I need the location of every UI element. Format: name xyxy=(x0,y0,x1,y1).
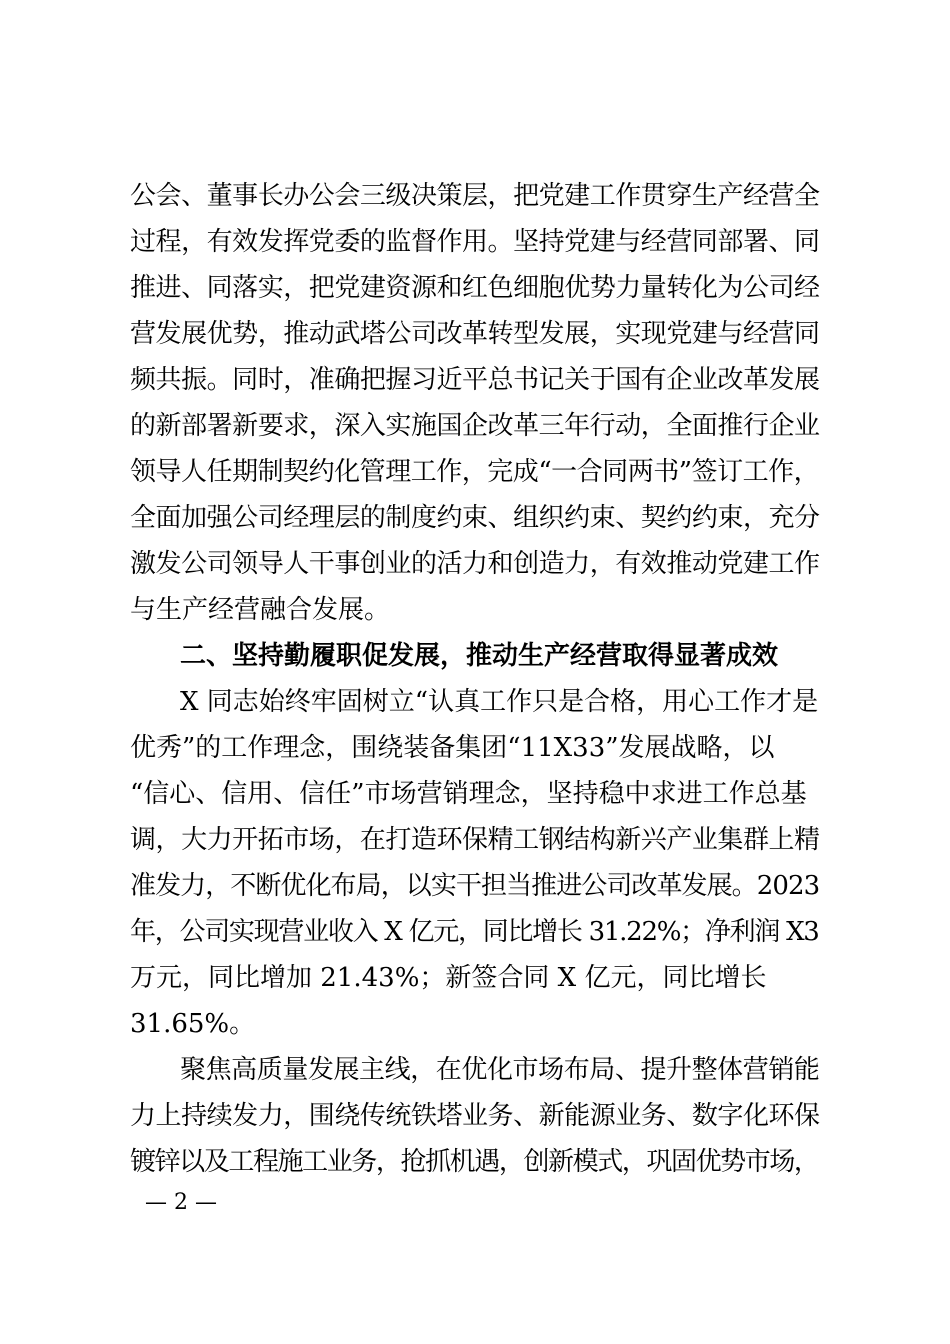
paragraph-line: “信心、信用、信任”市场营销理念，坚持稳中求进工作总基 xyxy=(130,779,807,809)
paragraph-line: 聚焦高质量发展主线，在优化市场布局、提升整体营销能 xyxy=(180,1055,820,1085)
page-number: — 2 — xyxy=(145,1190,217,1215)
paragraph-line: 激发公司领导人干事创业的活力和创造力，有效推动党建工作 xyxy=(130,549,820,579)
paragraph-line: 过程，有效发挥党委的监督作用。坚持党建与经营同部署、同 xyxy=(130,227,820,257)
paragraph-line: 领导人任期制契约化管理工作，完成“一合同两书”签订工作， xyxy=(130,457,820,487)
paragraph-line: X 同志始终牢固树立“认真工作只是合格，用心工作才是 xyxy=(180,687,819,717)
paragraph-line: 31.65%。 xyxy=(130,1009,256,1039)
paragraph-line: 推进、同落实，把党建资源和红色细胞优势力量转化为公司经 xyxy=(130,273,820,303)
paragraph-line: 调，大力开拓市场，在打造环保精工钢结构新兴产业集群上精 xyxy=(130,825,820,855)
paragraph-line: 准发力，不断优化布局，以实干担当推进公司改革发展。2023 xyxy=(130,871,820,901)
paragraph-line: 公会、董事长办公会三级决策层，把党建工作贯穿生产经营全 xyxy=(130,181,820,211)
paragraph-line: 与生产经营融合发展。 xyxy=(130,595,391,625)
paragraph-line: 年，公司实现营业收入 X 亿元，同比增长 31.22%；净利润 X3 xyxy=(130,917,819,947)
paragraph-line: 力上持续发力，围绕传统铁塔业务、新能源业务、数字化环保 xyxy=(130,1101,820,1131)
paragraph-line: 万元，同比增加 21.43%；新签合同 X 亿元，同比增长 xyxy=(130,963,767,993)
section-heading: 二、坚持勤履职促发展，推动生产经营取得显著成效 xyxy=(180,641,779,671)
paragraph-line: 优秀”的工作理念，围绕装备集团“11X33”发展战略，以 xyxy=(130,733,775,763)
paragraph-line: 频共振。同时，准确把握习近平总书记关于国有企业改革发展 xyxy=(130,365,820,395)
paragraph-line: 全面加强公司经理层的制度约束、组织约束、契约约束，充分 xyxy=(130,503,820,533)
paragraph-line: 的新部署新要求，深入实施国企改革三年行动，全面推行企业 xyxy=(130,411,820,441)
paragraph-line: 营发展优势，推动武塔公司改革转型发展，实现党建与经营同 xyxy=(130,319,820,349)
paragraph-line: 镀锌以及工程施工业务，抢抓机遇，创新模式，巩固优势市场， xyxy=(130,1147,819,1177)
